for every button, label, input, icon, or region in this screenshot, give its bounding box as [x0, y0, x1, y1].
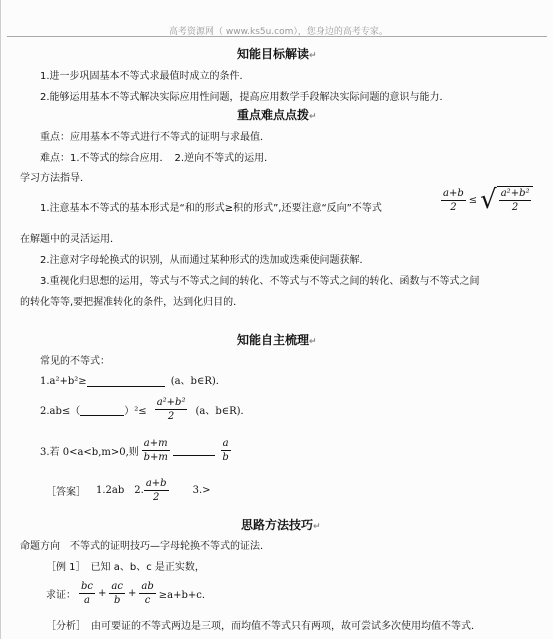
- analysis-line: ［分析］ 由可要证的不等式两边是三项，而均值不等式只有两项，故可尝试多次使用均值不等式．: [46, 621, 481, 632]
- answer-line: ［答案］ 1.2ab 2. $\frac{a+b}{2}$ 3.>: [46, 478, 211, 503]
- difficulty-text: 难点：1.不等式的综合应用． 2.逆向不等式的运用．: [40, 153, 275, 164]
- fraction-ab-over-c: $\frac{ab}{c}$: [141, 581, 154, 606]
- tip-2-text: 2.注意对字母轮换式的识别，从而通过某种形式的迭加或迭乘使问题获解．: [40, 255, 370, 266]
- example-statement: ［例 1］ 已知 a、b、c 是正实数，: [46, 562, 205, 573]
- section-title-keypoints: 重点难点点拨↵: [237, 108, 317, 122]
- tip-3-text-a: 3.重视化归思想的运用，等式与不等式之间的转化、不等式与不等式之间的转化、函数与不等式之间: [40, 276, 480, 287]
- section-title-methods: 思路方法技巧↵: [241, 518, 321, 532]
- tip-3-text-b: 的转化等等,要把握准转化的条件，达到化归目的．: [20, 297, 244, 308]
- fraction-ac-over-b: $\frac{ac}{b}$: [111, 581, 123, 606]
- fraction-square-sum-over-two: $\frac{\text{a²+b²}}{2}$: [497, 186, 534, 214]
- fraction-answer: $\frac{a+b}{2}$: [145, 478, 167, 503]
- section-title-objectives: 知能目标解读↵: [237, 47, 317, 61]
- sqrt-expression: √ $\frac{\text{a²+b²}}{2}$: [480, 186, 533, 214]
- page-header: 高考资源网（ www.ks5u.com），您身边的高考专家。: [169, 27, 388, 37]
- review-item-2: 2.ab≤（ ）²≤ $\frac{\text{a²+b²}}{2}$ (a、b∈R)．: [40, 397, 251, 422]
- tip-1-continuation: 在解题中的灵活运用．: [20, 234, 120, 245]
- objective-item-2: 2.能够运用基本不等式解决实际应用性问题，提高应用数学手段解决实际问题的意识与能力．: [40, 92, 450, 103]
- blank-2: [80, 403, 124, 416]
- fraction-bc-over-a: $\frac{bc}{a}$: [81, 581, 94, 606]
- blank-3: [173, 446, 215, 456]
- tip-1-text: 1.注意基本不等式的基本形式是“和的形式≥积的形式”,还要注意“反向”不等式: [40, 203, 382, 214]
- fraction-a-plus-m-over-b-plus-m: $\frac{a+m}{b+m}$: [143, 438, 168, 463]
- tip-1-inequality: $\frac{a+b}{2}$ ≤ √ $\frac{\text{a²+b²}}{2}$: [441, 186, 533, 214]
- section-title-review: 知能自主梳理↵: [237, 333, 317, 347]
- review-intro: 常见的不等式：: [40, 356, 110, 367]
- blank-1: [87, 375, 165, 387]
- header-divider: [7, 36, 547, 37]
- review-item-1: 1.a²+b²≥ (a、b∈R)．: [40, 376, 226, 387]
- method-label: 学习方法指导．: [20, 173, 90, 184]
- fraction-sum-over-two: $\frac{a+b}{2}$: [443, 187, 464, 213]
- topic-line: 命题方向 不等式的证明技巧—字母轮换不等式的证法．: [20, 541, 270, 552]
- review-item-3: 3.若 0<a<b,m>0,则 $\frac{a+m}{b+m}$ $\frac{a}{b}$: [40, 438, 229, 463]
- prove-statement: 求证： $\frac{bc}{a}$ + $\frac{ac}{b}$ + $\frac{ab}{c}$ ≥a+b+c．: [46, 581, 212, 606]
- fraction-square-sum-over-two-2: $\frac{\text{a²+b²}}{2}$: [156, 397, 186, 422]
- objective-item-1: 1.进一步巩固基本不等式求最值时成立的条件．: [40, 71, 250, 82]
- key-point-text: 重点：应用基本不等式进行不等式的证明与求最值．: [40, 132, 270, 143]
- fraction-a-over-b: $\frac{a}{b}$: [222, 438, 229, 463]
